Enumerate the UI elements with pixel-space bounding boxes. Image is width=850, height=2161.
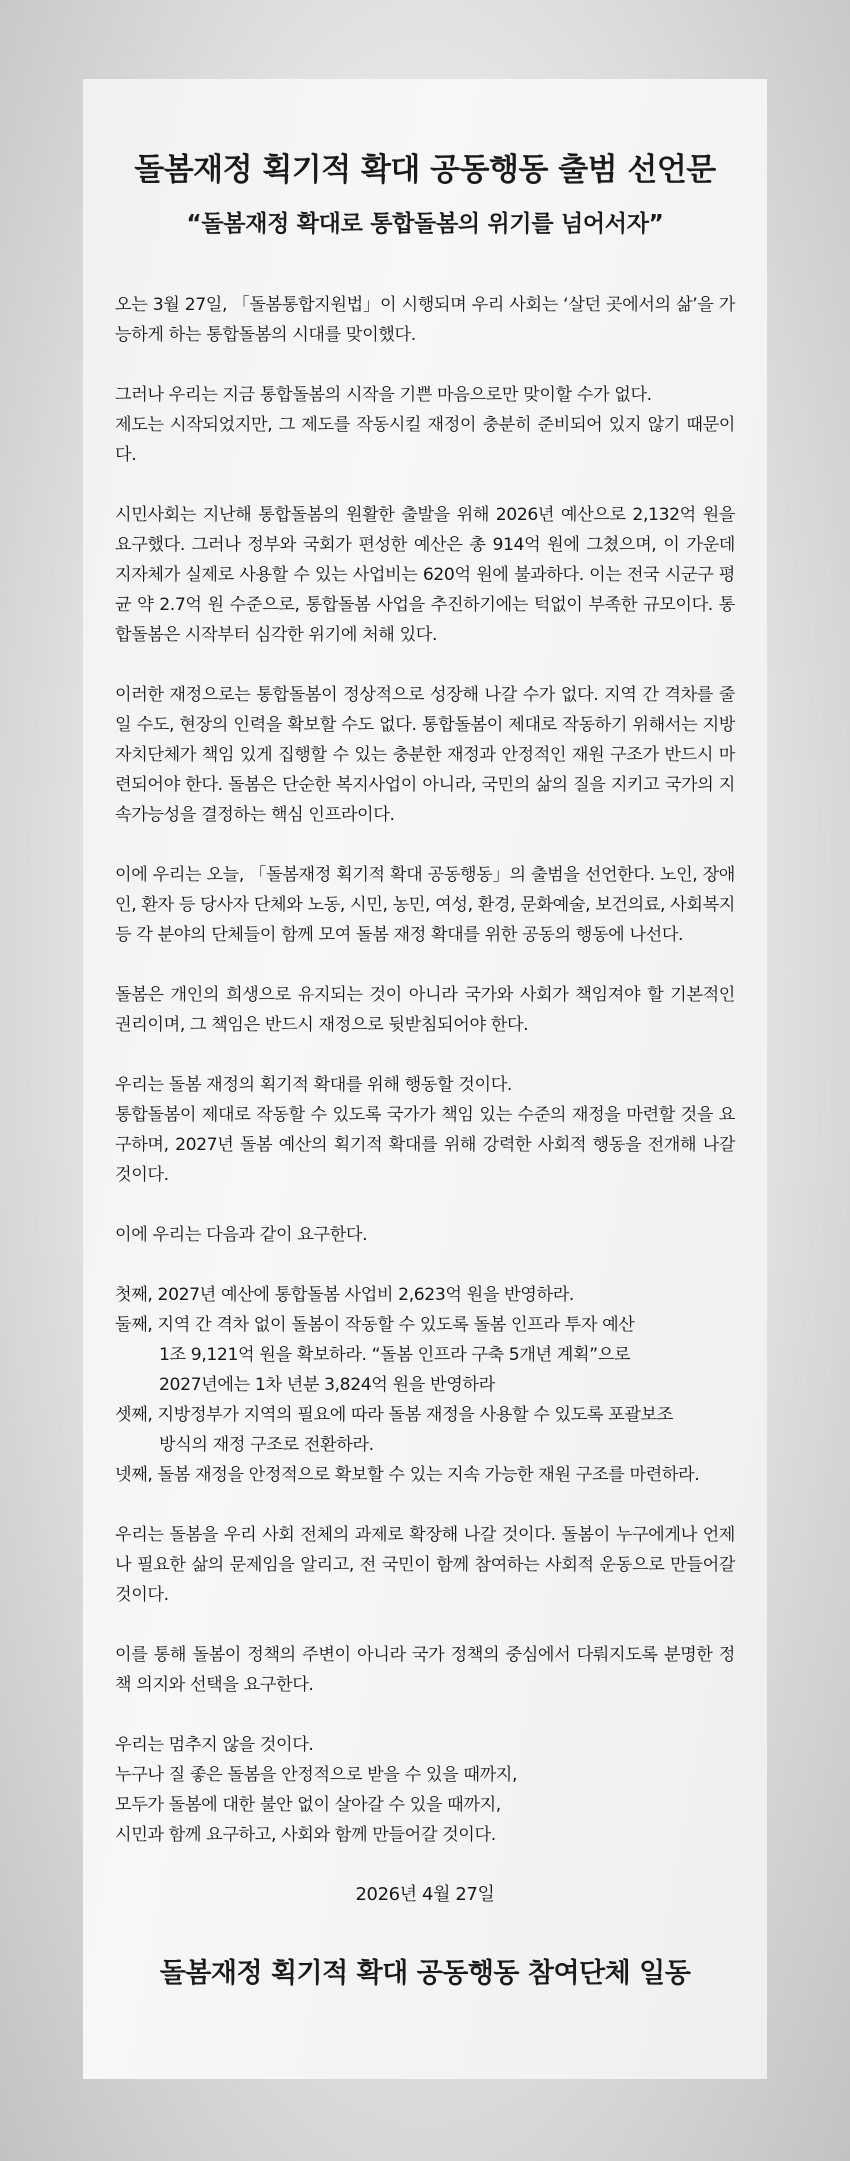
paragraph (115, 860, 735, 950)
demand-lead: 첫째, 2027년 예산에 통합돌봄 사업비 2,623억 원을 반영하라. (115, 1285, 574, 1305)
declaration-body (115, 290, 735, 1910)
paragraph (115, 1640, 735, 1700)
paragraph-line: 통합돌봄이 제대로 작동할 수 있도록 국가가 책임 있는 수준의 재정을 마련할 것을 요구하며, 2027년 돌봄 예산의 획기적 확대를 위해 강력한 사회적 행동을 전개해 나갈 것이다. (115, 1105, 735, 1185)
intro-paragraphs (115, 290, 735, 1250)
demand-lead: 셋째, 지방정부가 지역의 필요에 따라 돌봄 재정을 사용할 수 있도록 포괄보조 (115, 1405, 673, 1425)
paragraph (115, 1070, 735, 1190)
paragraph-line: 누구나 질 좋은 돌봄을 안정적으로 받을 수 있을 때까지, (115, 1765, 518, 1785)
paragraph-line: 돌봄은 개인의 희생으로 유지되는 것이 아니라 국가와 사회가 책임져야 할 기본적인 권리이며, 그 책임은 반드시 재정으로 뒷받침되어야 한다. (115, 985, 735, 1035)
paragraph (115, 1220, 735, 1250)
demand-item (115, 1460, 735, 1490)
paragraph-line: 우리는 멈추지 않을 것이다. (115, 1735, 314, 1755)
closing-paragraphs (115, 1520, 735, 1850)
demand-continuation: 1조 9,121억 원을 확보하라. “돌봄 인프라 구축 5개년 계획”으로 (159, 1345, 631, 1365)
paragraph (115, 680, 735, 830)
demand-item (115, 1310, 735, 1400)
demand-list (115, 1280, 735, 1490)
demand-item (115, 1280, 735, 1310)
paragraph (115, 290, 735, 350)
demand-lead: 둘째, 지역 간 격차 없이 돌봄이 작동할 수 있도록 돌봄 인프라 투자 예산 (115, 1315, 635, 1335)
declaration-date: 2026년 4월 27일 (355, 1884, 495, 1905)
paragraph-line: 오는 3월 27일, 「돌봄통합지원법」이 시행되며 우리 사회는 ‘살던 곳에서의 삶’을 가능하게 하는 통합돌봄의 시대를 맞이했다. (115, 295, 735, 345)
paragraph-line: 제도는 시작되었지만, 그 제도를 작동시킬 재정이 충분히 준비되어 있지 않기 때문이다. (115, 415, 735, 465)
demand-item (115, 1400, 735, 1460)
demand-lead: 넷째, 돌봄 재정을 안정적으로 확보할 수 있는 지속 가능한 재원 구조를 마련하라. (115, 1465, 700, 1485)
paragraph (115, 500, 735, 650)
paragraph-line: 모두가 돌봄에 대한 불안 없이 살아갈 수 있을 때까지, (115, 1795, 501, 1815)
paragraph (115, 980, 735, 1040)
paragraph-line: 그러나 우리는 지금 통합돌봄의 시작을 기쁜 마음으로만 맞이할 수가 없다. (115, 385, 652, 405)
paragraph-line: 시민사회는 지난해 통합돌봄의 원활한 출발을 위해 2026년 예산으로 2,132억 원을 요구했다. 그러나 정부와 국회가 편성한 예산은 총 914억 원에 그쳤으며, 이 가운데 지자체가 실제로 사용할 수 있는 사업비는 620억 원에 불과하다. 이는 전국 시군구 평균 약 2.7억 원 수준으로, 통합돌봄 사업을 추진하기에는 턱없이 부족한 규모이다. 통합돌봄은 시작부터 심각한 위기에 처해 있다. (115, 505, 735, 645)
paragraph-line: 우리는 돌봄을 우리 사회 전체의 과제로 확장해 나갈 것이다. 돌봄이 누구에게나 언제나 필요한 삶의 문제임을 알리고, 전 국민이 함께 참여하는 사회적 운동으로 만들어갈 것이다. (115, 1525, 735, 1605)
document-title: 돌봄재정 획기적 확대 공동행동 출범 선언문 (134, 152, 716, 188)
declaration-sheet (83, 79, 767, 2079)
document-subtitle: “돌봄재정 확대로 통합돌봄의 위기를 넘어서자” (186, 211, 664, 237)
paragraph-line: 이에 우리는 오늘, 「돌봄재정 획기적 확대 공동행동」의 출범을 선언한다. 노인, 장애인, 환자 등 당사자 단체와 노동, 시민, 농민, 여성, 환경, 문화예술, 보건의료, 사회복지 등 각 분야의 단체들이 함께 모여 돌봄 재정 확대를 위한 공동의 행동에 나선다. (115, 865, 735, 945)
paragraph (115, 1730, 735, 1850)
paragraph-line: 이에 우리는 다음과 같이 요구한다. (115, 1225, 368, 1245)
paragraph (115, 1520, 735, 1610)
paragraph-line: 우리는 돌봄 재정의 획기적 확대를 위해 행동할 것이다. (115, 1075, 512, 1095)
signatory: 돌봄재정 획기적 확대 공동행동 참여단체 일동 (159, 1958, 691, 1989)
demand-continuation: 방식의 재정 구조로 전환하라. (159, 1435, 374, 1455)
paragraph-line: 이러한 재정으로는 통합돌봄이 정상적으로 성장해 나갈 수가 없다. 지역 간 격차를 줄일 수도, 현장의 인력을 확보할 수도 없다. 통합돌봄이 제대로 작동하기 위해서는 지방자치단체가 책임 있게 집행할 수 있는 충분한 재정과 안정적인 재원 구조가 반드시 마련되어야 한다. 돌봄은 단순한 복지사업이 아니라, 국민의 삶의 질을 지키고 국가의 지속가능성을 결정하는 핵심 인프라이다. (115, 685, 735, 825)
demand-continuation: 2027년에는 1차 년분 3,824억 원을 반영하라 (159, 1375, 495, 1395)
paragraph-line: 시민과 함께 요구하고, 사회와 함께 만들어갈 것이다. (115, 1825, 496, 1845)
paragraph-line: 이를 통해 돌봄이 정책의 주변이 아니라 국가 정책의 중심에서 다뤄지도록 분명한 정책 의지와 선택을 요구한다. (115, 1645, 735, 1695)
paragraph (115, 380, 735, 470)
